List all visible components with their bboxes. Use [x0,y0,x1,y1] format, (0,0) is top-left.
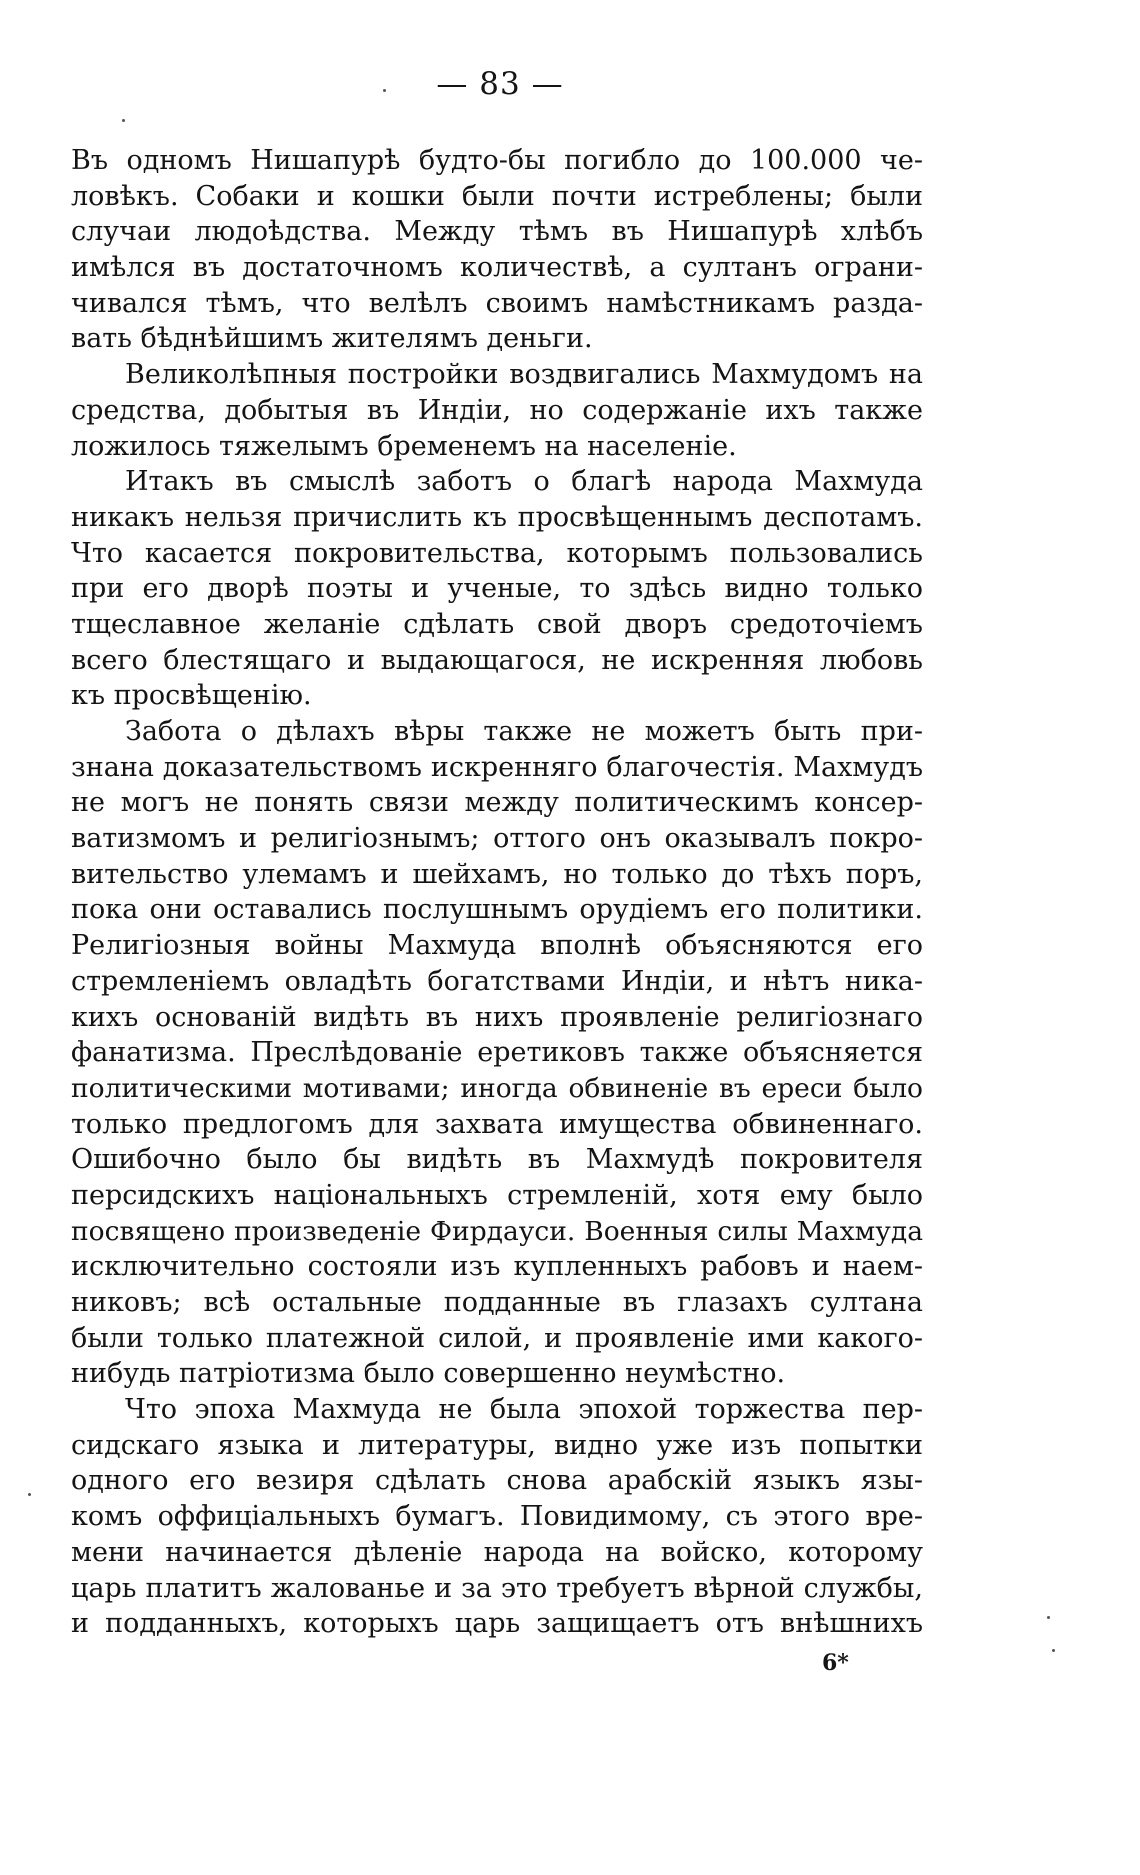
text-line: вать бѣднѣйшимъ жителямъ деньги. [71,323,593,355]
text-line: Что касается покровительства, которымъ пользовались [71,537,923,569]
text-line: Забота о дѣлахъ вѣры также не можетъ быть при- [125,716,923,747]
text-line: вительство улемамъ и шейхамъ, но только до тѣхъ поръ, [71,858,923,890]
text-line: исключительно состояли изъ купленныхъ рабовъ и наем- [71,1251,923,1283]
text-line: имѣлся въ достаточномъ количествѣ, а султанъ ограни- [71,252,923,284]
text-line: одного его везиря сдѣлать снова арабскій языкъ язы- [71,1465,923,1497]
text-line: при его дворѣ поэты и ученые, то здѣсь видно только [71,573,923,605]
print-speck [1047,1616,1050,1619]
text-line: тщеславное желаніе сдѣлать свой дворъ средоточіемъ [71,608,923,640]
text-line: ватизмомъ и религіознымъ; оттого онъ оказывалъ покро- [71,823,923,855]
text-line: средства, добытыя въ Индіи, но содержаніе ихъ также [71,394,923,426]
text-line: къ просвѣщенію. [71,680,312,712]
text-line: Великолѣпныя постройки воздвигались Махмудомъ на [125,359,923,391]
text-line: политическими мотивами; иногда обвиненіе въ ереси было [71,1072,923,1104]
text-line: царь платитъ жалованье и за это требуетъ вѣрной службы, [71,1572,923,1604]
text-line: чивался тѣмъ, что велѣлъ своимъ намѣстникамъ разда- [71,287,923,319]
text-line: нибудь патріотизма было совершенно неумѣстно. [71,1358,786,1390]
text-line: не могъ не понять связи между политическимъ консер- [71,787,923,819]
text-line: Что эпоха Махмуда не была эпохой торжества пер- [125,1394,923,1426]
text-line: только предлогомъ для захвата имущества обвиненнаго. [71,1108,923,1140]
text-line: фанатизма. Преслѣдованіе еретиковъ также объясняется [71,1037,923,1069]
text-line: посвящено произведеніе Фирдауси. Военныя силы Махмуда [71,1215,923,1247]
body-text [71,143,923,1642]
text-line: Ошибочно было бы видѣть въ Махмудѣ покровителя [71,1144,923,1176]
text-line: стремленіемъ овладѣть богатствами Индіи, и нѣтъ ника- [71,965,923,997]
text-line: Религіозныя войны Махмуда вполнѣ объясняются его [71,930,923,962]
text-line: были только платежной силой, и проявленіе ими какого- [71,1322,923,1354]
print-speck [1052,1649,1055,1652]
text-line: Въ одномъ Нишапурѣ будто-бы погибло до 100.000 че- [71,145,923,176]
text-line: кихъ основаній видѣть въ нихъ проявленіе религіознаго [71,1001,923,1033]
text-line: никакъ нельзя причислить къ просвѣщеннымъ деспотамъ. [71,501,923,533]
text-line: мени начинается дѣленіе народа на войско, которому [71,1536,923,1568]
text-line: Итакъ въ смыслѣ заботъ о благѣ народа Махмуда [125,466,923,498]
signature-mark: 6* [822,1650,849,1676]
text-line: никовъ; всѣ остальные подданные въ глазахъ султана [71,1287,923,1318]
text-line: персидскихъ національныхъ стремленій, хотя ему было [71,1179,923,1211]
text-line: комъ оффиціальныхъ бумагъ. Повидимому, съ этого вре- [71,1501,923,1533]
text-line: пока они оставались послушнымъ орудіемъ его политики. [71,894,923,926]
print-speck [383,89,386,92]
text-line: знана доказательствомъ искренняго благочестія. Махмудъ [71,751,923,783]
text-line: всего блестящаго и выдающагося, не искренняя любовь [71,644,923,676]
text-line: и подданныхъ, которыхъ царь защищаетъ отъ внѣшнихъ [71,1608,923,1640]
text-line: случаи людоѣдства. Между тѣмъ въ Нишапурѣ хлѣбъ [71,216,923,248]
text-line: ложилось тяжелымъ бременемъ на населеніе. [71,430,737,462]
text-line: ловѣкъ. Собаки и кошки были почти истреблены; были [71,180,923,212]
print-speck [28,1493,31,1496]
print-speck [122,119,125,122]
text-line: сидскаго языка и литературы, видно уже изъ попытки [71,1429,923,1461]
page-number: — 83 — [436,66,564,102]
